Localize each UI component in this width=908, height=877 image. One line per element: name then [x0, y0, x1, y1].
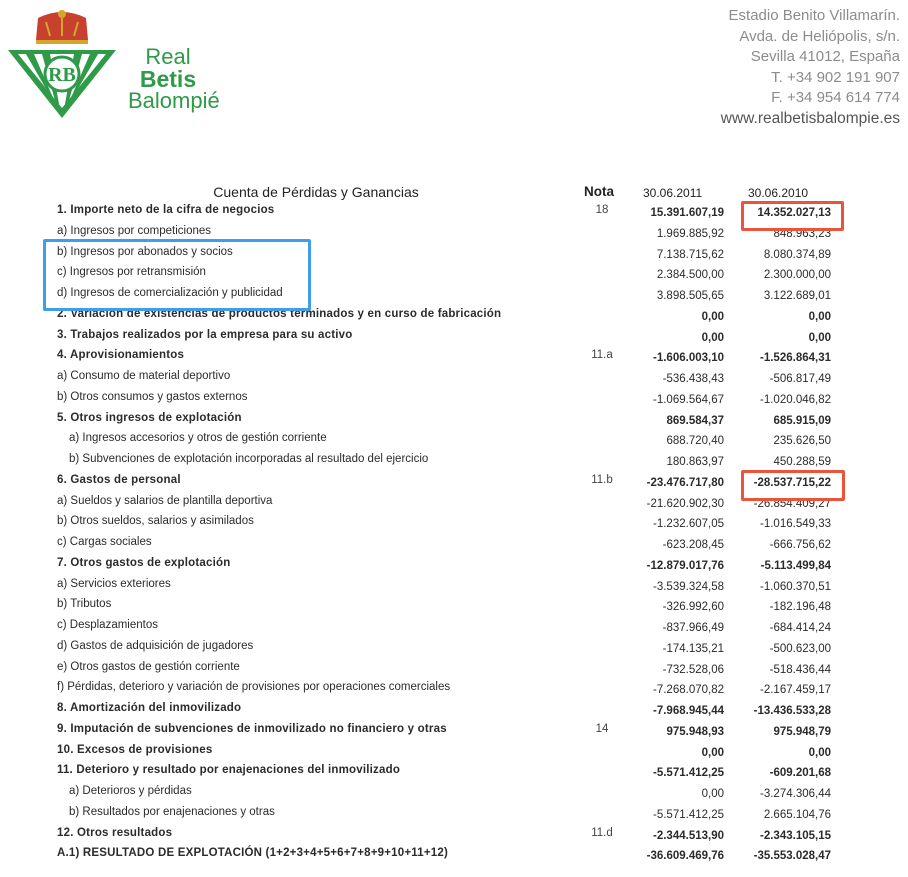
row-label: 9. Imputación de subvenciones de inmovilizado no financiero y otras [57, 722, 447, 735]
row-value-2011: 3.898.505,65 [656, 290, 724, 302]
row-value-2010: -506.817,49 [769, 373, 831, 385]
table-row [0, 410, 908, 430]
row-value-2010: -518.436,44 [769, 663, 831, 676]
row-value-2011: 2.384.500,00 [656, 269, 724, 282]
row-value-2010: 2.300.000,00 [763, 269, 831, 282]
row-value-2011: 1.969.885,92 [656, 227, 724, 240]
brand-line-balompie: Balompié [128, 88, 220, 113]
row-value-2010: 975.948,79 [773, 725, 831, 738]
row-value-2010: 8.080.374,89 [763, 248, 831, 261]
row-value-2011: -7.968.945,44 [653, 705, 724, 717]
row-value-2011: 975.948,93 [666, 725, 724, 738]
row-value-2010: -5.113.499,84 [760, 559, 831, 572]
row-value-2010: -13.436.533,28 [753, 705, 831, 717]
row-value-2011: -732.528,06 [662, 663, 724, 676]
table-row [0, 389, 908, 409]
nota-column-header: Nota [584, 184, 614, 199]
brand-line-real: Real [145, 44, 191, 69]
table-row [0, 347, 908, 367]
row-label: f) Pérdidas, deterioro y variación de provisiones por operaciones comerciales [57, 681, 451, 694]
row-label: 4. Aprovisionamientos [57, 349, 185, 362]
row-nota: 11.b [591, 473, 613, 486]
table-row [0, 804, 908, 824]
row-label: 6. Gastos de personal [57, 473, 181, 486]
row-value-2011: -1.232.607,05 [653, 518, 724, 531]
row-label: c) Ingresos por retransmisión [57, 266, 206, 279]
address-block [721, 6, 900, 129]
row-label: 8. Amortización del inmovilizado [57, 702, 242, 714]
row-value-2011: -3.539.324,58 [653, 580, 724, 593]
row-value-2010: -500.623,00 [769, 642, 831, 655]
row-value-2010: -28.537.715,22 [753, 476, 831, 489]
row-label: b) Tributos [57, 598, 112, 611]
row-label: e) Otros gastos de gestión corriente [57, 660, 240, 673]
table-row [0, 825, 908, 845]
row-value-2011: -536.438,43 [662, 373, 724, 385]
row-value-2011: 0,00 [701, 310, 724, 323]
table-row [0, 742, 908, 762]
row-label: a) Ingresos accesorios y otros de gestión corriente [69, 432, 327, 445]
row-label: c) Desplazamientos [57, 619, 158, 631]
row-value-2011: 0,00 [701, 746, 724, 759]
row-value-2010: 0,00 [808, 746, 831, 759]
row-value-2011: 0,00 [701, 788, 724, 800]
row-label: a) Deterioros y pérdidas [69, 785, 192, 797]
table-row [0, 368, 908, 388]
row-value-2010: 0,00 [808, 310, 831, 323]
row-label: 7. Otros gastos de explotación [57, 556, 231, 569]
row-label: 10. Excesos de provisiones [57, 743, 213, 756]
row-label: a) Sueldos y salarios de plantilla deportiva [57, 494, 273, 507]
row-label: 5. Otros ingresos de explotación [57, 411, 242, 424]
table-row [0, 596, 908, 616]
row-value-2011: -36.609.469,76 [646, 850, 724, 863]
row-value-2010: 848.963,23 [773, 227, 831, 240]
row-value-2010: 235.626,50 [773, 435, 831, 448]
row-value-2011: 688.720,40 [666, 435, 724, 448]
row-value-2011: 7.138.715,62 [656, 248, 724, 261]
row-value-2010: 3.122.689,01 [763, 290, 831, 302]
row-value-2010: -684.414,24 [769, 622, 831, 634]
table-row [0, 659, 908, 679]
row-value-2010: -182.196,48 [769, 601, 831, 614]
row-value-2011: -21.620.902,30 [646, 497, 724, 510]
row-value-2011: -1.069.564,67 [653, 393, 724, 406]
row-label: b) Subvenciones de explotación incorporadas al resultado del ejercicio [69, 453, 429, 465]
row-value-2010: -35.553.028,47 [753, 850, 831, 863]
table-row [0, 555, 908, 575]
row-label: 3. Trabajos realizados por la empresa para su activo [57, 328, 353, 341]
row-value-2010: 0,00 [808, 331, 831, 344]
row-label: b) Otros consumos y gastos externos [57, 390, 248, 403]
row-nota: 11.d [591, 826, 613, 839]
table-row [0, 576, 908, 596]
table-row [0, 327, 908, 347]
row-value-2010: -2.167.459,17 [760, 684, 831, 697]
row-value-2011: -5.571.412,25 [653, 808, 724, 821]
row-nota: 11.a [591, 349, 613, 362]
row-value-2011: -1.606.003,10 [653, 352, 724, 365]
column-header-2010: 30.06.2010 [748, 186, 809, 200]
row-value-2010: -3.274.306,44 [760, 788, 831, 800]
table-row [0, 783, 908, 803]
row-value-2011: -623.208,45 [662, 539, 724, 551]
row-value-2010: -609.201,68 [769, 767, 831, 780]
table-row [0, 638, 908, 658]
address-fax: F. +34 954 614 774 [771, 89, 900, 106]
row-value-2011: -5.571.412,25 [653, 767, 724, 780]
address-city: Sevilla 41012, España [750, 48, 900, 65]
row-label: c) Cargas sociales [57, 536, 152, 548]
row-label: 2. Variación de existencias de productos terminados y en curso de fabricación [57, 307, 502, 320]
row-value-2011: 15.391.607,19 [650, 207, 724, 219]
row-value-2011: 869.584,37 [666, 414, 724, 427]
table-row [0, 513, 908, 533]
row-value-2010: 14.352.027,13 [757, 207, 831, 219]
brand-line-betis: Betis [139, 66, 197, 92]
row-value-2010: -1.016.549,33 [760, 518, 831, 531]
row-nota: 14 [595, 722, 609, 735]
row-nota: 18 [595, 204, 609, 216]
address-street: Avda. de Heliópolis, s/n. [739, 27, 900, 45]
table-row [0, 845, 908, 865]
row-label: b) Otros sueldos, salarios y asimilados [57, 515, 254, 528]
address-website: www.realbetisbalompie.es [720, 109, 900, 127]
row-label: b) Resultados por enajenaciones y otras [69, 805, 275, 818]
row-label: a) Servicios exteriores [57, 577, 171, 590]
table-row [0, 721, 908, 741]
row-value-2011: -326.992,60 [662, 601, 724, 614]
column-header-2011: 30.06.2011 [643, 186, 703, 200]
row-value-2010: 685.915,09 [773, 414, 831, 427]
row-value-2011: -2.344.513,90 [653, 829, 724, 842]
row-value-2010: -1.526.864,31 [760, 352, 831, 365]
brand-wordmark [128, 44, 220, 113]
statement-title: Cuenta de Pérdidas y Ganancias [213, 184, 419, 200]
row-label: 1. Importe neto de la cifra de negocios [57, 204, 275, 216]
row-value-2011: -837.966,49 [662, 622, 724, 634]
row-label: b) Ingresos por abonados y socios [57, 245, 233, 258]
highlight-box-revenue-2010 [741, 201, 844, 231]
row-value-2010: -26.854.409,27 [753, 497, 831, 510]
highlight-box-income-items [43, 239, 311, 311]
row-label: 12. Otros resultados [57, 826, 173, 839]
address-phone: T. +34 902 191 907 [771, 68, 900, 86]
row-label: a) Ingresos por competiciones [57, 224, 212, 237]
row-label: d) Ingresos de comercialización y publicidad [57, 287, 283, 299]
table-row [0, 700, 908, 720]
table-row [0, 430, 908, 450]
row-value-2011: -12.879.017,76 [646, 559, 724, 572]
row-label: 11. Deterioro y resultado por enajenaciones del inmovilizado [57, 764, 401, 777]
svg-text:RB: RB [48, 64, 76, 86]
table-row [0, 534, 908, 554]
highlight-box-personnel-2010 [741, 470, 845, 501]
row-value-2010: 450.288,59 [773, 456, 831, 468]
row-label: a) Consumo de material deportivo [57, 370, 231, 382]
table-row [0, 679, 908, 699]
row-value-2011: -23.476.717,80 [646, 476, 724, 489]
row-value-2010: -1.060.370,51 [760, 580, 831, 593]
row-value-2011: -174.135,21 [662, 642, 724, 655]
table-row [0, 451, 908, 471]
row-value-2010: -666.756,62 [769, 539, 831, 551]
address-stadium: Estadio Benito Villamarín. [728, 7, 900, 24]
row-label: A.1) RESULTADO DE EXPLOTACIÓN (1+2+3+4+5+6+7+8+9+10+11+12) [57, 847, 448, 860]
table-row [0, 762, 908, 782]
row-value-2010: -2.343.105,15 [760, 829, 831, 842]
row-value-2011: -7.268.070,82 [653, 684, 724, 697]
table-row [0, 617, 908, 637]
row-value-2010: 2.665.104,76 [763, 808, 831, 821]
real-betis-crest-icon [2, 8, 122, 120]
row-value-2011: 180.863,97 [666, 456, 724, 468]
row-value-2010: -1.020.046,82 [760, 393, 831, 406]
row-label: d) Gastos de adquisición de jugadores [57, 639, 254, 652]
row-value-2011: 0,00 [701, 331, 724, 344]
